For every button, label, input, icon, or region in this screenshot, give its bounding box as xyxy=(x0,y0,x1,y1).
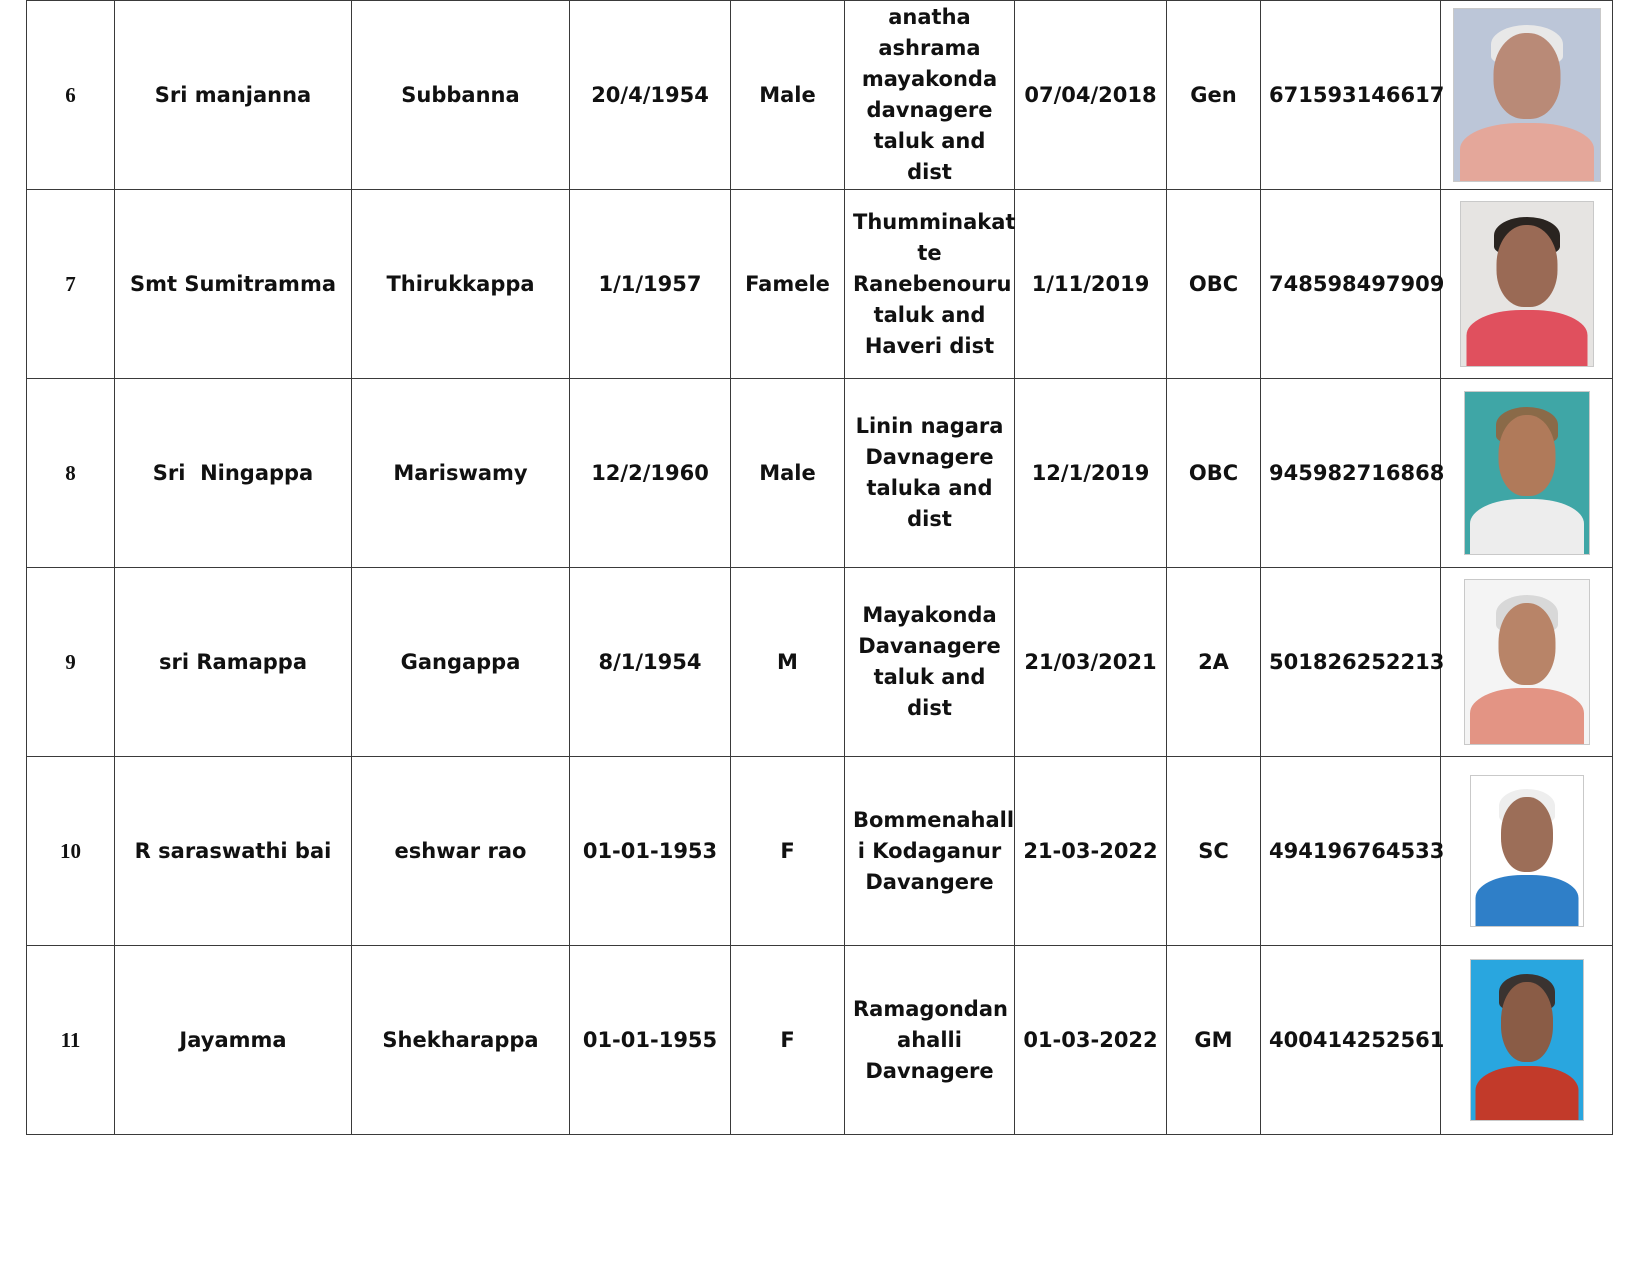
date-of-birth-cell: 01-01-1953 xyxy=(570,757,731,946)
photo-cell xyxy=(1441,379,1613,568)
address-line: anatha xyxy=(888,5,971,29)
address-line: taluk and dist xyxy=(873,129,986,184)
address-line: Davanagere xyxy=(858,634,1001,658)
date-cell: 01-03-2022 xyxy=(1015,946,1167,1135)
date-of-birth-cell: 1/1/1957 xyxy=(570,190,731,379)
gender-cell: F xyxy=(731,946,845,1135)
id-number-cell: 671593146617 xyxy=(1261,1,1441,190)
portrait-shoulders xyxy=(1475,875,1578,926)
gender-cell: F xyxy=(731,757,845,946)
gender-cell: Famele xyxy=(731,190,845,379)
father-name-cell: Gangappa xyxy=(352,568,570,757)
date-cell: 12/1/2019 xyxy=(1015,379,1167,568)
serial-number-cell: 9 xyxy=(27,568,115,757)
portrait-face xyxy=(1493,33,1560,119)
portrait-photo xyxy=(1460,201,1594,367)
category-cell: Gen xyxy=(1167,1,1261,190)
serial-number-cell: 10 xyxy=(27,757,115,946)
portrait-shoulders xyxy=(1470,688,1584,744)
date-cell: 21/03/2021 xyxy=(1015,568,1167,757)
portrait-photo xyxy=(1464,579,1590,745)
portrait-shoulders xyxy=(1466,310,1587,366)
table-body xyxy=(27,1,1613,1135)
gender-cell: Male xyxy=(731,379,845,568)
date-cell: 21-03-2022 xyxy=(1015,757,1167,946)
address-line: davnagere xyxy=(866,98,993,122)
address-line: Thumminakat xyxy=(853,209,1016,234)
portrait-face xyxy=(1498,603,1555,685)
address-line: Bommenahall xyxy=(853,807,1015,832)
serial-number-cell: 11 xyxy=(27,946,115,1135)
date-of-birth-cell: 01-01-1955 xyxy=(570,946,731,1135)
address-line: dist xyxy=(907,507,952,531)
table-row xyxy=(27,1,1613,190)
photo-cell xyxy=(1441,946,1613,1135)
address-line: ahalli xyxy=(897,1027,962,1052)
father-name-cell: Thirukkappa xyxy=(352,190,570,379)
portrait-face xyxy=(1501,982,1553,1062)
gender-cell: Male xyxy=(731,1,845,190)
id-number-cell: 748598497909 xyxy=(1261,190,1441,379)
table-row xyxy=(27,757,1613,946)
portrait-face xyxy=(1501,797,1553,872)
father-name-cell: Shekharappa xyxy=(352,946,570,1135)
address-line: taluk and dist xyxy=(873,665,986,720)
date-of-birth-cell: 20/4/1954 xyxy=(570,1,731,190)
address-cell xyxy=(845,190,1015,379)
address-line: Davangere xyxy=(865,869,994,894)
category-cell: SC xyxy=(1167,757,1261,946)
father-name-cell: eshwar rao xyxy=(352,757,570,946)
address-line: taluka and xyxy=(866,476,993,500)
address-line: Ramagondan xyxy=(853,996,1008,1021)
category-cell: OBC xyxy=(1167,379,1261,568)
portrait-photo xyxy=(1470,775,1584,927)
photo-cell xyxy=(1441,757,1613,946)
date-cell: 1/11/2019 xyxy=(1015,190,1167,379)
address-cell xyxy=(845,946,1015,1135)
address-line: ashrama xyxy=(878,36,981,60)
address-cell xyxy=(845,379,1015,568)
id-number-cell: 400414252561 xyxy=(1261,946,1441,1135)
address-line: Mayakonda xyxy=(862,603,997,627)
address-line: Linin nagara xyxy=(855,414,1004,438)
id-number-cell: 494196764533 xyxy=(1261,757,1441,946)
address-line: Haveri dist xyxy=(864,333,995,358)
name-cell: Smt Sumitramma xyxy=(115,190,352,379)
address-line: i Kodaganur xyxy=(857,838,1002,863)
table-row xyxy=(27,379,1613,568)
gender-cell: M xyxy=(731,568,845,757)
date-of-birth-cell: 12/2/1960 xyxy=(570,379,731,568)
table-row xyxy=(27,568,1613,757)
category-cell: OBC xyxy=(1167,190,1261,379)
id-number-cell: 501826252213 xyxy=(1261,568,1441,757)
id-number-cell: 945982716868 xyxy=(1261,379,1441,568)
photo-cell xyxy=(1441,190,1613,379)
date-cell: 07/04/2018 xyxy=(1015,1,1167,190)
name-cell: Sri manjanna xyxy=(115,1,352,190)
address-line: Davnagere xyxy=(865,1058,994,1083)
father-name-cell: Mariswamy xyxy=(352,379,570,568)
photo-cell xyxy=(1441,568,1613,757)
address-line: te xyxy=(917,240,942,265)
portrait-shoulders xyxy=(1470,499,1584,554)
table-row xyxy=(27,190,1613,379)
address-cell xyxy=(845,1,1015,190)
address-cell xyxy=(845,757,1015,946)
address-line: mayakonda xyxy=(861,67,998,91)
address-line: Ranebenouru xyxy=(853,271,1012,296)
photo-cell xyxy=(1441,1,1613,190)
name-cell: R saraswathi bai xyxy=(115,757,352,946)
beneficiary-table xyxy=(26,0,1613,1135)
table-row xyxy=(27,946,1613,1135)
portrait-photo xyxy=(1453,8,1601,182)
serial-number-cell: 8 xyxy=(27,379,115,568)
father-name-cell: Subbanna xyxy=(352,1,570,190)
portrait-face xyxy=(1496,225,1557,307)
portrait-photo xyxy=(1464,391,1590,555)
name-cell: Jayamma xyxy=(115,946,352,1135)
name-cell: Sri Ningappa xyxy=(115,379,352,568)
category-cell: 2A xyxy=(1167,568,1261,757)
date-of-birth-cell: 8/1/1954 xyxy=(570,568,731,757)
serial-number-cell: 6 xyxy=(27,1,115,190)
address-line: Davnagere xyxy=(865,445,994,469)
portrait-shoulders xyxy=(1475,1066,1578,1120)
portrait-photo xyxy=(1470,959,1584,1121)
portrait-shoulders xyxy=(1460,123,1594,181)
address-cell xyxy=(845,568,1015,757)
serial-number-cell: 7 xyxy=(27,190,115,379)
portrait-face xyxy=(1498,415,1555,496)
name-cell: sri Ramappa xyxy=(115,568,352,757)
category-cell: GM xyxy=(1167,946,1261,1135)
address-line: taluk and xyxy=(873,302,986,327)
